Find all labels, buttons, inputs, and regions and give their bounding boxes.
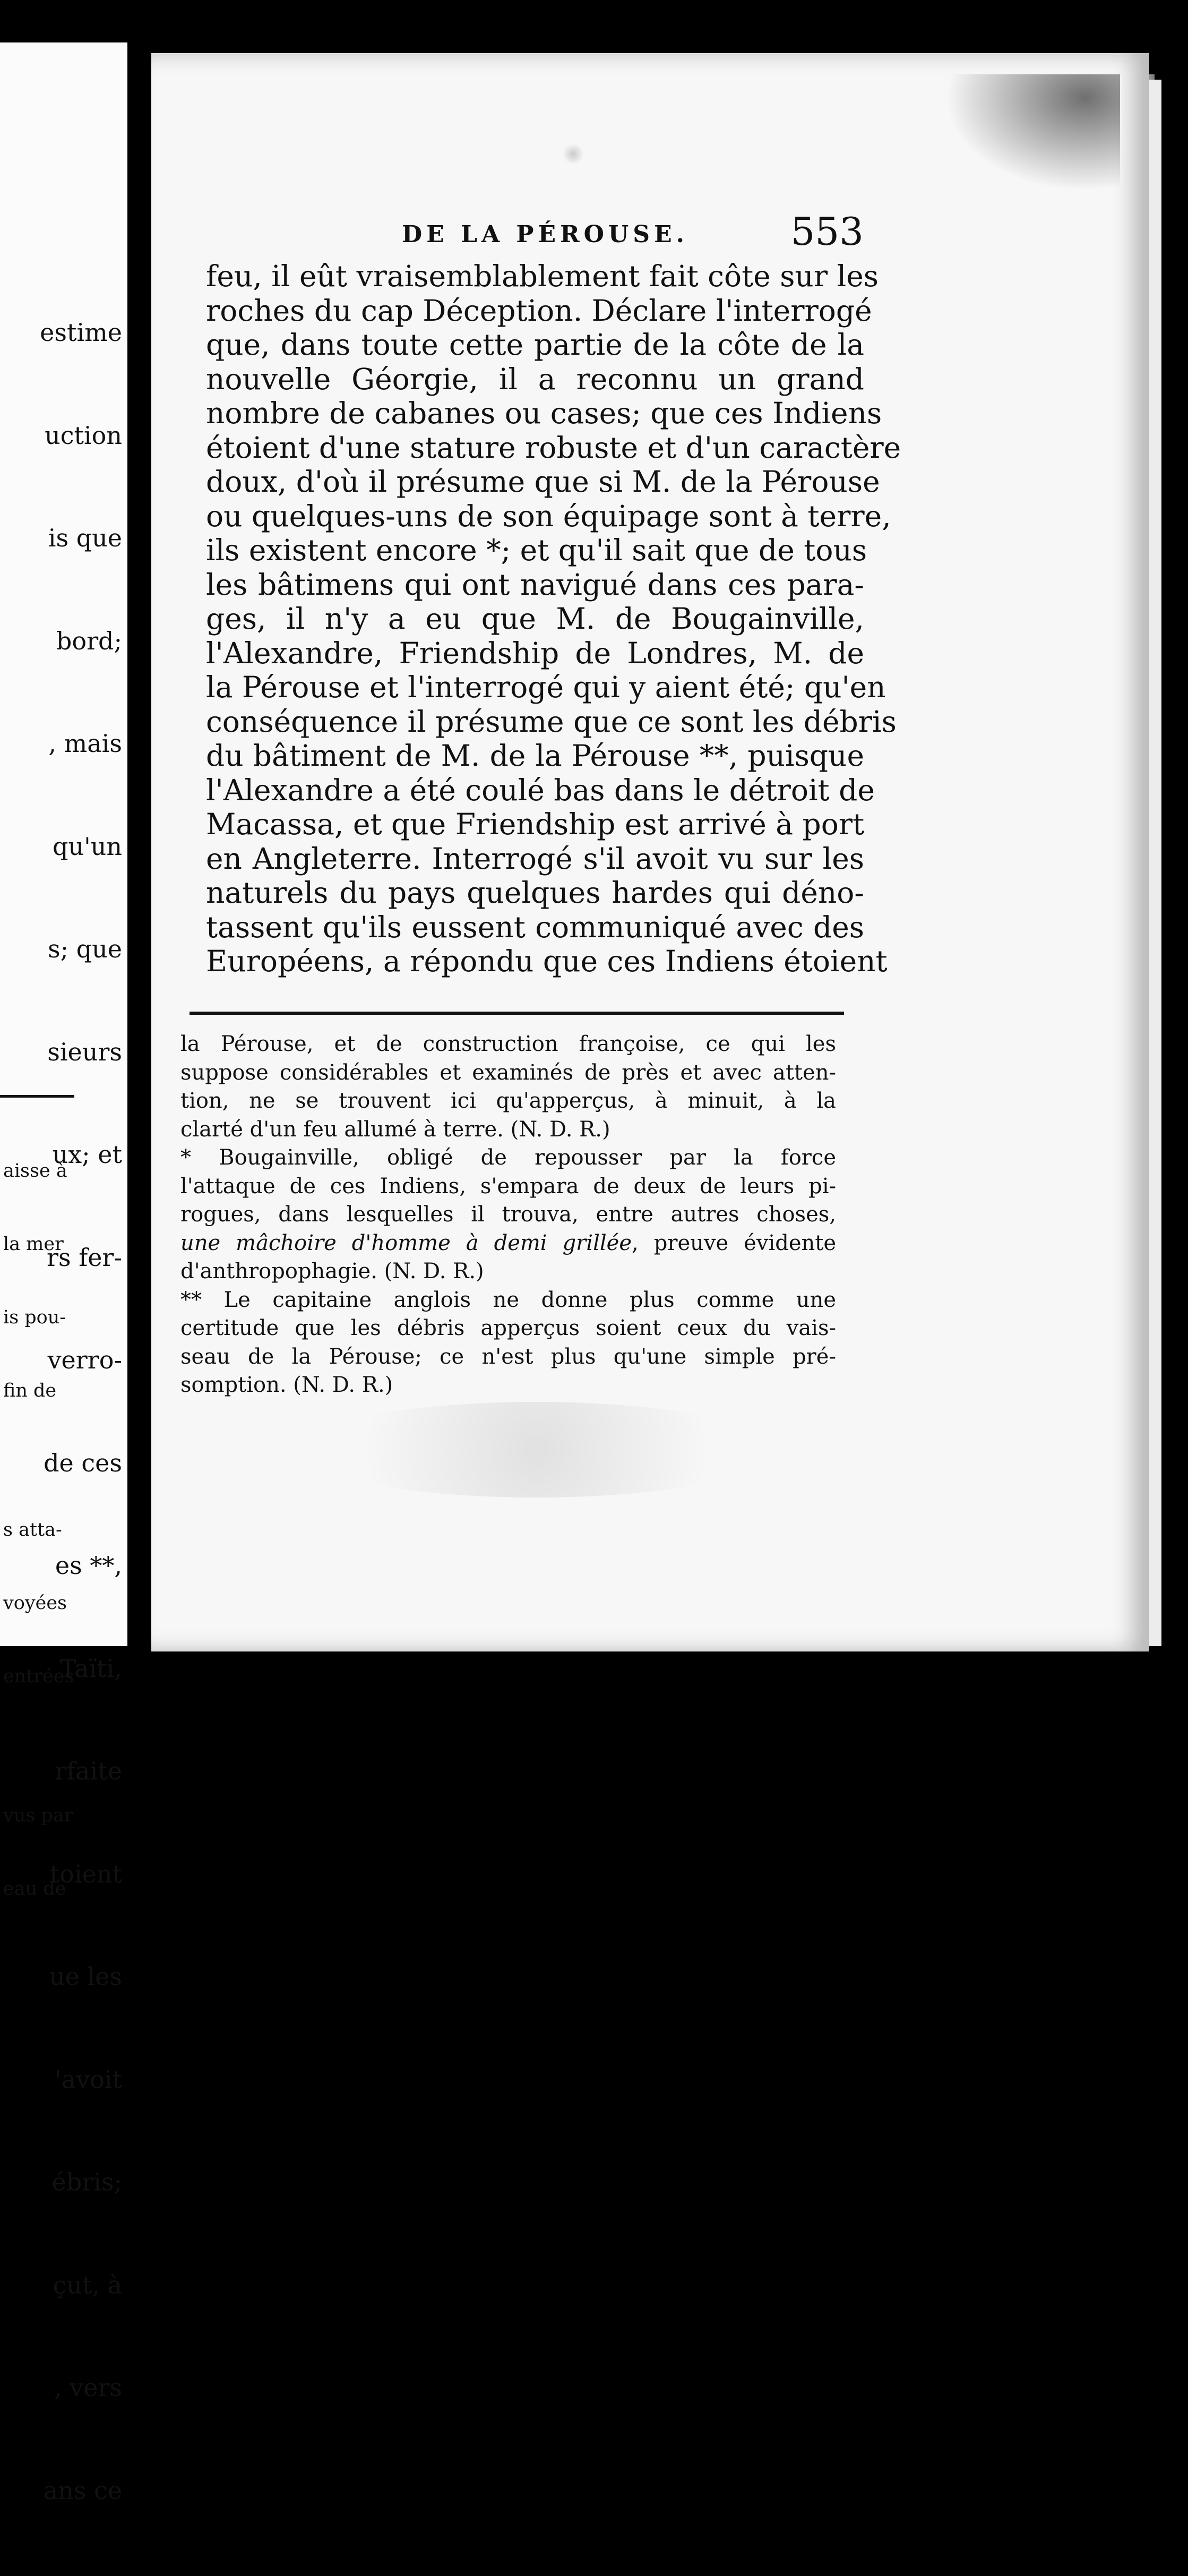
body-line: feu, il eût vraisemblablement fait côte sur les (206, 259, 879, 293)
body-line: étoient d'une stature robuste et d'un caractère (206, 430, 901, 465)
left-line: uction (45, 421, 122, 450)
footnote-line: seau de la Pérouse; ce n'est plus qu'une simple pré- (180, 1344, 836, 1369)
footnote-text: , preuve évidente (632, 1230, 837, 1255)
page-corner-stain (945, 74, 1120, 191)
body-line: naturels du pays quelques hardes qui déno- (206, 876, 864, 910)
body-line: les bâtimens qui ont navigué dans ces para- (206, 567, 864, 602)
left-line: , mais (48, 729, 122, 758)
left-line: ébris; (51, 2168, 122, 2196)
footnote-line (180, 1229, 836, 1258)
left-line: çut, à (53, 2270, 122, 2299)
left-note-gap (3, 1452, 74, 1469)
footnote-line: d'anthropophagie. (N. D. R.) (180, 1259, 484, 1283)
body-line: conséquence il présume que ce sont les débris (206, 704, 897, 739)
footnote-line: clarté d'un feu allumé à terre. (N. D. R.) (180, 1117, 610, 1142)
footnote-line: tion, ne se trouvent ici qu'apperçus, à minuit, à la (180, 1089, 836, 1113)
footnote-line: * Bougainville, obligé de repousser par la force (180, 1145, 836, 1170)
left-line: rfaite (55, 1757, 122, 1785)
body-text (206, 259, 901, 979)
footnote-line: ** Le capitaine anglois ne donne plus comme une (180, 1287, 836, 1312)
body-line: ou quelques-uns de son équipage sont à terre, (206, 499, 891, 533)
left-line: Taïti, (59, 1654, 122, 1683)
body-line: la Pérouse et l'interrogé qui y aient été; qu'en (206, 670, 886, 704)
body-line: en Angleterre. Interrogé s'il avoit vu sur les (206, 841, 864, 876)
left-page-fragment (0, 42, 127, 2505)
left-line: is que (48, 524, 122, 552)
footnote-line: certitude que les débris apperçus soient ceux du vais- (180, 1316, 836, 1340)
body-line: nombre de cabanes ou cases; que ces Indiens (206, 396, 882, 430)
left-line: qu'un (53, 832, 122, 861)
left-note-line: eau de (3, 1878, 66, 1899)
left-line: s; que (47, 935, 122, 963)
left-note-line: aisse à (3, 1160, 67, 1182)
left-note-line: s atta- (3, 1519, 62, 1541)
left-note-line: is pou- (3, 1307, 66, 1328)
footnote-line: la Pérouse, et de construction françoise, ce qui les (180, 1032, 836, 1056)
body-line: tassent qu'ils eussent communiqué avec des (206, 910, 864, 944)
body-line: Macassa, et que Friendship est arrivé à port (206, 807, 865, 841)
body-line: Européens, a répondu que ces Indiens étoient (206, 944, 888, 978)
left-line: estime (40, 318, 122, 347)
left-note-line: vus par (3, 1805, 73, 1826)
footnote-line: suppose considérables et examinés de près et avec atten- (180, 1060, 836, 1085)
footnote-rule (190, 1012, 844, 1015)
body-line: nouvelle Géorgie, il a reconnu un grand (206, 362, 864, 396)
left-line: rs fer- (47, 1243, 122, 1272)
left-line: sieurs (47, 1037, 122, 1066)
left-line: verro- (47, 1346, 122, 1374)
left-line: es **, (55, 1551, 122, 1580)
left-line: toient (49, 1859, 122, 1888)
left-line: ans ce (43, 2476, 122, 2505)
body-line: l'Alexandre a été coulé bas dans le détroit de (206, 773, 875, 807)
body-line: du bâtiment de M. de la Pérouse **, puisque (206, 739, 864, 773)
body-line: que, dans toute cette partie de la côte de la (206, 328, 864, 362)
left-note-line: fin de (3, 1380, 57, 1401)
body-line: roches du cap Déception. Déclare l'interrogé (206, 293, 872, 328)
running-title: DE LA PÉROUSE. (402, 221, 688, 248)
left-line: ue les (49, 1962, 122, 1991)
body-line: l'Alexandre, Friendship de Londres, M. de (206, 636, 864, 670)
left-note-line: voyées (3, 1593, 67, 1614)
footnote-line: somption. (N. D. R.) (180, 1373, 393, 1397)
footnote-italic: une mâchoire d'homme à demi grillée (180, 1230, 632, 1255)
footnote-line: rogues, dans lesquelles il trouva, entre autres choses, (180, 1202, 836, 1227)
left-footnote-rule (0, 1095, 74, 1098)
left-note-gap (3, 1738, 74, 1755)
left-note-line: la mer (3, 1234, 64, 1255)
left-line: de ces (44, 1448, 122, 1477)
left-line: 'avoit (55, 2065, 122, 2094)
body-line: ils existent encore *; et qu'il sait que de tous (206, 533, 867, 567)
body-line: ges, il n'y a eu que M. de Bougainville, (206, 602, 864, 636)
page-number: 553 (790, 209, 864, 254)
left-line: , vers (54, 2373, 122, 2402)
footnote-line: l'attaque de ces Indiens, s'empara de deux de leurs pi- (180, 1174, 836, 1199)
left-line: bord; (56, 626, 122, 655)
page-header (402, 209, 864, 254)
footnotes (180, 1030, 836, 1400)
left-page-notes (3, 1110, 74, 1950)
show-through-smudge (297, 1402, 775, 1497)
ink-spot (563, 143, 584, 165)
body-line: doux, d'où il présume que si M. de la Pérouse (206, 465, 880, 499)
left-note-line: entrées (3, 1666, 74, 1687)
left-line: ux; et (52, 1140, 122, 1169)
